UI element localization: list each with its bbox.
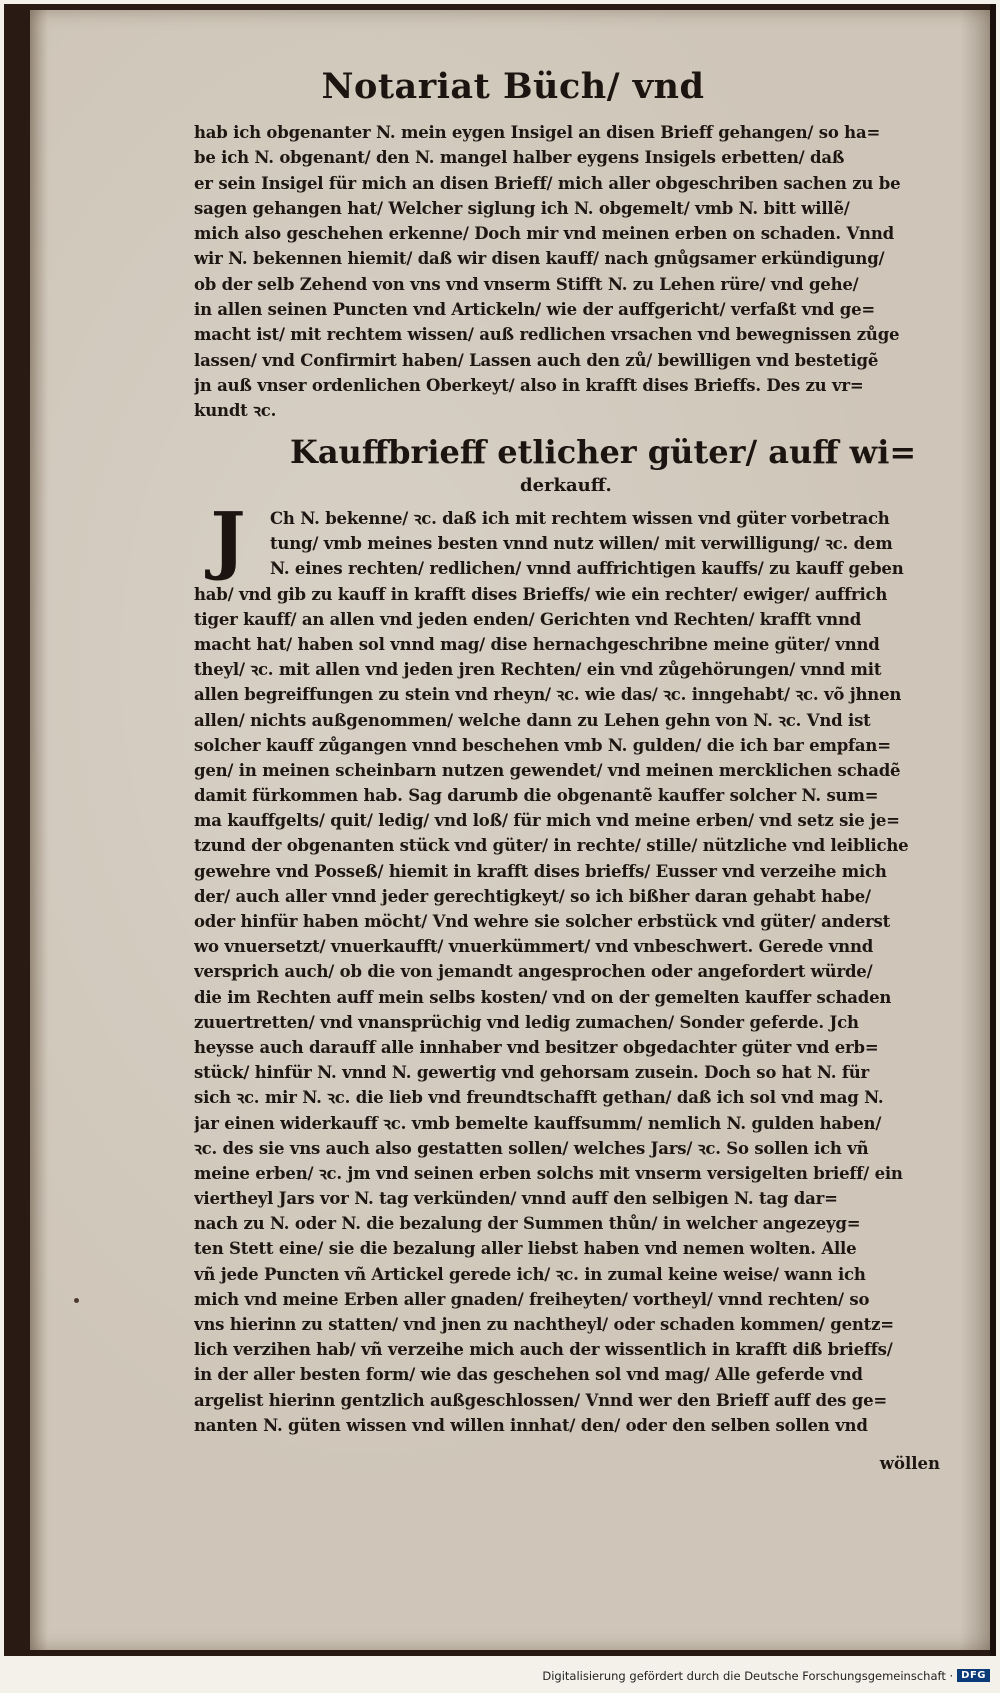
book-page (30, 10, 996, 1650)
text-line: gen/ in meinen scheinbarn nutzen gewendet/ vnd meinen mercklichen schadẽ (194, 760, 901, 780)
text-line: vñ jede Puncten vñ Artickel gerede ich/ ꝛc. in zumal keine weise/ wann ich (194, 1264, 866, 1284)
dfg-logo: DFG (957, 1669, 990, 1682)
text-line: sagen gehangen hat/ Welcher siglung ich N. obgemelt/ vmb N. bitt willẽ/ (194, 198, 850, 218)
text-line: nanten N. güten wissen vnd willen innhat/ den/ oder den selben sollen vnd (194, 1415, 868, 1435)
text-line: tiger kauff/ an allen vnd jeden enden/ Gerichten vnd Rechten/ krafft vnnd (194, 609, 862, 629)
text-line: tung/ vmb meines besten vnnd nutz willen/ mit verwilligung/ ꝛc. dem (270, 534, 893, 554)
text-line: nach zu N. oder N. die bezalung der Summen thůn/ in welcher angezeyg= (194, 1214, 861, 1234)
text-line: jn auß vnser ordenlichen Oberkeyt/ also in krafft dises Brieffs. Des zu vr= (194, 375, 864, 395)
text-line: ob der selb Zehend von vns vnd vnserm Stifft N. zu Lehen rüre/ vnd gehe/ (194, 274, 859, 294)
text-line: vns hierinn zu statten/ vnd jnen zu nachtheyl/ oder schaden kommen/ gentz= (194, 1315, 894, 1334)
text-line: er sein Insigel für mich an disen Brieff/ mich aller obgeschriben sachen zu be (194, 173, 901, 193)
text-line: wir N. bekennen hiemit/ daß wir disen kauff/ nach gnůgsamer erkündigung/ (194, 249, 885, 269)
text-line: Ch N. bekenne/ ꝛc. daß ich mit rechtem wissen vnd güter vorbetrach (270, 509, 890, 528)
text-line: hab/ vnd gib zu kauff in krafft dises Brieffs/ wie ein rechter/ ewiger/ auffrich (194, 584, 888, 604)
section-heading: Kauffbrieff etlicher güter/ auff wi= (290, 433, 917, 471)
text-line: lich verzihen hab/ vñ verzeihe mich auch der wissentlich in krafft diß brieffs/ (194, 1340, 893, 1360)
text-line: oder hinfür haben möcht/ Vnd wehre sie solcher erbstück vnd güter/ anderst (194, 912, 891, 931)
text-line: in der aller besten form/ wie das geschehen sol vnd mag/ Alle geferde vnd (194, 1365, 863, 1385)
text-line: macht hat/ haben sol vnnd mag/ dise hernachgeschribne meine güter/ vnnd (194, 634, 880, 654)
text-line: theyl/ ꝛc. mit allen vnd jeden jren Rechten/ ein vnd zůgehörungen/ vnnd mit (194, 660, 882, 680)
text-line: wo vnuersetzt/ vnuerkaufft/ vnuerkümmert/ vnd vnbeschwert. Gerede vnnd (194, 937, 874, 957)
text-line: ꝛc. des sie vns auch also gestatten sollen/ welches Jars/ ꝛc. So sollen ich vñ (194, 1138, 869, 1158)
page-blemish (74, 1298, 79, 1303)
text-line: mich vnd meine Erben aller gnaden/ freiheyten/ vortheyl/ vnnd rechten/ so (194, 1289, 870, 1309)
text-line: der/ auch aller vnnd jeder gerechtigkeyt/ so ich bißher daran gehabt habe/ (194, 886, 871, 906)
text-line: kundt ꝛc. (194, 401, 277, 421)
footer-credit: Digitalisierung gefördert durch die Deutsche Forschungsgemeinschaft · (542, 1668, 954, 1683)
book-spine-edge (990, 4, 996, 1656)
running-title: Notariat Büch/ vnd (321, 66, 705, 107)
text-line: die im Rechten auff mein selbs kosten/ vnd on der gemelten kauffer schaden (194, 987, 892, 1007)
upper-text-block (194, 120, 964, 424)
scan-background (4, 4, 996, 1656)
text-line: gewehre vnd Posseß/ hiemit in krafft dises brieffs/ Eusser vnd verzeihe mich (194, 861, 887, 881)
text-line: sich ꝛc. mir N. ꝛc. die lieb vnd freundtschafft gethan/ daß ich sol vnd mag N. (194, 1088, 884, 1108)
catchword: wöllen (879, 1454, 940, 1473)
text-line: hab ich obgenanter N. mein eygen Insigel an disen Brieff gehangen/ so ha= (194, 123, 881, 142)
text-line: jar einen widerkauff ꝛc. vmb bemelte kauffsumm/ nemlich N. gulden haben/ (194, 1113, 882, 1133)
text-line: solcher kauff zůgangen vnnd beschehen vmb N. gulden/ die ich bar empfan= (194, 735, 891, 755)
footer (0, 1668, 1000, 1690)
text-line: argelist hierinn gentzlich außgeschlossen/ Vnnd wer den Brieff auff des ge= (194, 1390, 888, 1410)
text-line: damit fürkommen hab. Sag darumb die obgenantẽ kauffer solcher N. sum= (194, 786, 879, 806)
text-line: in allen seinen Puncten vnd Artickeln/ wie der auffgericht/ verfaßt vnd ge= (194, 300, 876, 320)
text-line: heysse auch darauff alle innhaber vnd besitzer obgedachter güter vnd erb= (194, 1037, 879, 1057)
section-heading-continuation: derkauff. (520, 475, 612, 496)
text-line: allen begreiffungen zu stein vnd rheyn/ ꝛc. wie das/ ꝛc. inngehabt/ ꝛc. võ jhnen (194, 685, 902, 705)
text-line: allen/ nichts außgenommen/ welche dann zu Lehen gehn von N. ꝛc. Vnd ist (194, 710, 871, 730)
text-line: be ich N. obgenant/ den N. mangel halber eygens Insigels erbetten/ daß (194, 148, 845, 168)
text-line: stück/ hinfür N. vnnd N. gewertig vnd gehorsam zusein. Doch so hat N. für (194, 1063, 870, 1083)
decorated-initial: J (210, 497, 246, 583)
text-line: viertheyl Jars vor N. tag verkünden/ vnnd auff den selbigen N. tag dar= (194, 1189, 838, 1209)
text-line: lassen/ vnd Confirmirt haben/ Lassen auch den zů/ bewilligen vnd bestetigẽ (194, 350, 879, 370)
text-line: ma kauffgelts/ quit/ ledig/ vnd loß/ für mich vnd meine erben/ vnd setz sie je= (194, 811, 900, 831)
text-line: mich also geschehen erkenne/ Doch mir vnd meinen erben on schaden. Vnnd (194, 224, 894, 244)
text-line: ten Stett eine/ sie die bezalung aller liebst haben vnd nemen wolten. Alle (194, 1239, 857, 1259)
text-line: meine erben/ ꝛc. jm vnd seinen erben solchs mit vnserm versigelten brieff/ ein (194, 1163, 903, 1183)
main-text-block (194, 506, 964, 1438)
text-line: zuuertretten/ vnd vnansprüchig vnd ledig zumachen/ Sonder geferde. Jch (194, 1012, 859, 1032)
text-line: macht ist/ mit rechtem wissen/ auß redlichen vrsachen vnd bewegnissen zůge (194, 325, 900, 345)
text-line: tzund der obgenanten stück vnd güter/ in rechte/ stille/ nützliche vnd leibliche (194, 836, 909, 856)
text-line: N. eines rechten/ redlichen/ vnnd auffrichtigen kauffs/ zu kauff geben (270, 559, 904, 579)
text-line: versprich auch/ ob die von jemandt angesprochen oder angefordert würde/ (194, 962, 873, 982)
